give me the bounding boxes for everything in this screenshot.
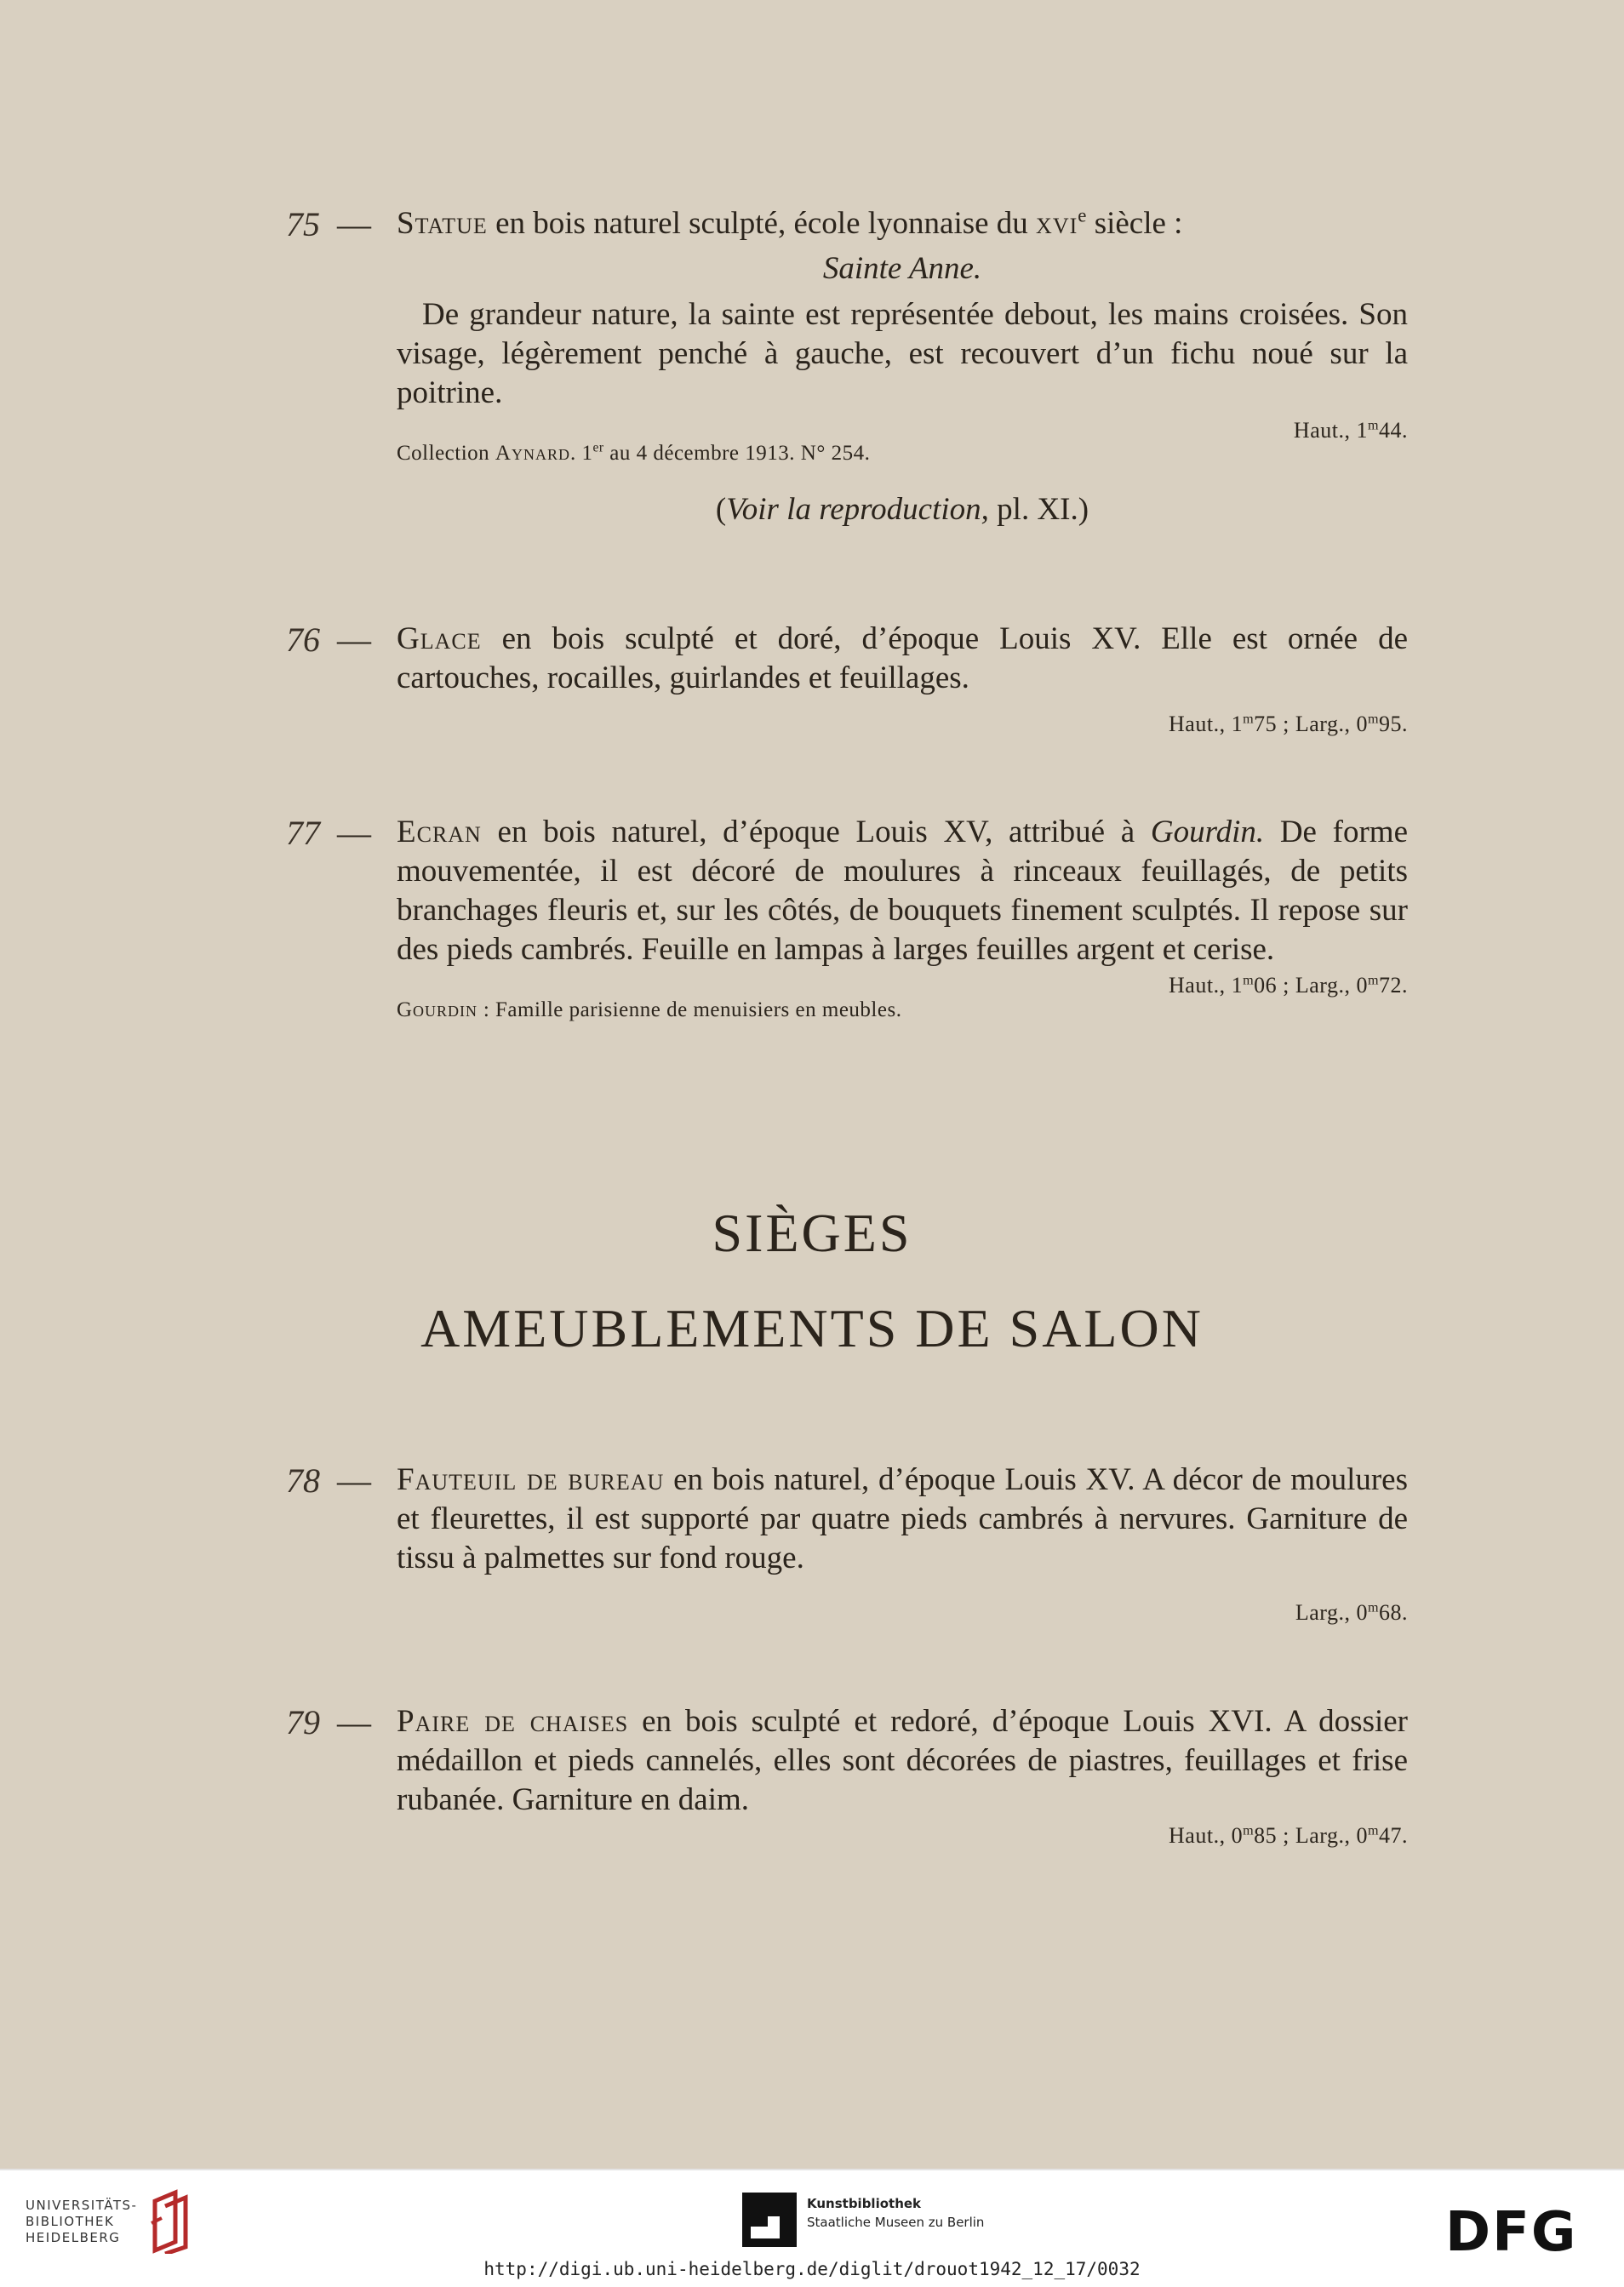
- entry-description: [397, 813, 1408, 969]
- dim-prefix: Larg., 0: [1295, 1600, 1368, 1625]
- century: xvi: [1036, 206, 1078, 241]
- ub-line-3: HEIDELBERG: [26, 2230, 121, 2245]
- entry-dimensions: [397, 971, 1408, 1000]
- entry-description-text: en bois naturel, d’époque Louis XV. A décor de moulures et fleurettes, il est supporté par quatre pieds cambrés à nervures. Garniture de tissu à palmettes sur fond rouge.: [397, 1462, 1408, 1575]
- entry-provenance: [397, 440, 1408, 467]
- entry-number: 78: [286, 1461, 320, 1500]
- dim-a-sup: m: [1243, 973, 1255, 988]
- entry-heading-line: [397, 204, 1408, 243]
- entry-footnote: [397, 997, 1408, 1024]
- dfg-logo[interactable]: DFG: [1445, 2201, 1578, 2264]
- entry-78: [286, 1461, 1408, 1627]
- entry-dimensions: [397, 1598, 1408, 1627]
- entry-description-b: De forme mouvementée, il est décoré de moulures à rinceaux feuillagés, de petits branchages fleuris et, sur les côtés, de bouquets finement sculptés. Il repose sur des pieds cambrés. Feuille en lampas à larges feuilles argent et cerise.: [397, 815, 1408, 967]
- voir-rest: pl. XI.): [988, 492, 1089, 527]
- entry-dimensions: [397, 710, 1408, 739]
- entry-dimensions: [397, 1821, 1408, 1850]
- entry-75: [286, 204, 1408, 528]
- note-mid: . 1: [569, 442, 593, 465]
- entry-description-text: en bois sculpté et doré, d’époque Louis XV. Elle est ornée de cartouches, rocailles, guirlandes et feuillages.: [397, 621, 1408, 695]
- dim-a-suffix: 75 ;: [1254, 712, 1295, 736]
- entry-description-a: en bois naturel, d’époque Louis XV, attribué à: [481, 815, 1151, 849]
- entry-77: [286, 813, 1408, 1024]
- entry-number: 76: [286, 620, 320, 659]
- dim-suffix: 68.: [1379, 1600, 1408, 1625]
- dim-a-prefix: Haut., 0: [1169, 1823, 1244, 1848]
- note-rest: au 4 décembre 1913. N° 254.: [603, 442, 871, 465]
- entry-title: Fauteuil de bureau: [397, 1462, 665, 1497]
- kb-title: Kunstbibliothek: [807, 2196, 922, 2211]
- entry-title: Ecran: [397, 815, 482, 849]
- ub-heidelberg-logo-icon[interactable]: [150, 2189, 194, 2254]
- dim-suffix: 44.: [1379, 418, 1408, 443]
- dim-a-sup: m: [1243, 712, 1255, 727]
- ub-line-2: BIBLIOTHEK: [26, 2214, 115, 2229]
- paren-open: (: [715, 492, 727, 527]
- dim-sup: m: [1367, 1600, 1379, 1615]
- entry-description: De grandeur nature, la sainte est représentée debout, les mains croisées. Son visage, légèrement penché à gauche, est recouvert d’un fichu noué sur la poitrine.: [397, 297, 1408, 410]
- ub-heidelberg-label[interactable]: [26, 2198, 137, 2246]
- entry-76: [286, 620, 1408, 739]
- entry-description: [397, 620, 1408, 698]
- voir-italic: Voir la reproduction,: [726, 492, 989, 527]
- entry-subtitle: Sainte Anne.: [822, 251, 982, 286]
- entry-description: [397, 1702, 1408, 1820]
- dim-a-prefix: Haut., 1: [1169, 712, 1244, 736]
- note-name: Gourdin: [397, 998, 478, 1021]
- dim-b-sup: m: [1367, 973, 1379, 988]
- entry-title: Statue: [397, 206, 488, 241]
- dim-a-suffix: 85 ;: [1254, 1823, 1295, 1848]
- dim-a-prefix: Haut., 1: [1169, 973, 1244, 998]
- entry-title-rest: en bois naturel sculpté, école lyonnaise du: [487, 206, 1037, 241]
- note-sup: er: [592, 440, 604, 455]
- section-heading-ameublements: AMEUBLEMENTS DE SALON: [420, 1298, 1204, 1358]
- century-sup: e: [1078, 204, 1087, 226]
- dim-b-suffix: 95.: [1379, 712, 1408, 736]
- kb-subtitle: Staatliche Museen zu Berlin: [807, 2215, 985, 2230]
- dim-prefix: Haut., 1: [1293, 418, 1368, 443]
- ub-line-1: UNIVERSITÄTS-: [26, 2198, 138, 2213]
- note-name: Aynard: [495, 442, 570, 465]
- dim-a-suffix: 06 ;: [1254, 973, 1295, 998]
- entry-dash: —: [337, 205, 371, 243]
- dim-b-prefix: Larg., 0: [1295, 1823, 1368, 1848]
- reproduction-reference: [397, 491, 1408, 528]
- dim-b-sup: m: [1367, 1823, 1379, 1838]
- dim-b-sup: m: [1367, 712, 1379, 727]
- kunstbibliothek-label[interactable]: [807, 2194, 984, 2232]
- permalink-url[interactable]: http://digi.ub.uni-heidelberg.de/diglit/drouot1942_12_17/0032: [483, 2259, 1141, 2279]
- kunstbibliothek-logo-icon[interactable]: [742, 2193, 797, 2247]
- note-prefix: Collection: [397, 442, 495, 465]
- entry-title: Glace: [397, 621, 482, 656]
- entry-dash: —: [337, 620, 371, 659]
- section-heading-sieges: SIÈGES: [712, 1203, 912, 1263]
- entry-description: [397, 1461, 1408, 1578]
- dim-a-sup: m: [1243, 1823, 1255, 1838]
- entry-dash: —: [337, 1703, 371, 1741]
- dim-sup: m: [1367, 418, 1379, 433]
- digitization-footer: [0, 2169, 1624, 2287]
- note-rest: : Famille parisienne de menuisiers en meubles.: [477, 998, 902, 1021]
- dim-b-suffix: 47.: [1379, 1823, 1408, 1848]
- entry-dash: —: [337, 814, 371, 852]
- dim-b-prefix: Larg., 0: [1295, 973, 1368, 998]
- entry-number: 77: [286, 814, 320, 852]
- entry-number: 79: [286, 1703, 320, 1741]
- entry-dash: —: [337, 1461, 371, 1500]
- dim-b-suffix: 72.: [1379, 973, 1408, 998]
- entry-number: 75: [286, 205, 320, 243]
- entry-description-text: en bois sculpté et redoré, d’époque Louis XVI. A dossier médaillon et pieds cannelés, elles sont décorées de piastres, feuillages et frise rubanée. Garniture en daim.: [397, 1704, 1409, 1817]
- entry-attribution: Gourdin.: [1150, 815, 1265, 849]
- dim-b-prefix: Larg., 0: [1295, 712, 1368, 736]
- entry-79: [286, 1702, 1409, 1850]
- entry-title-end: siècle :: [1086, 206, 1183, 241]
- entry-title: Paire de chaises: [397, 1704, 629, 1739]
